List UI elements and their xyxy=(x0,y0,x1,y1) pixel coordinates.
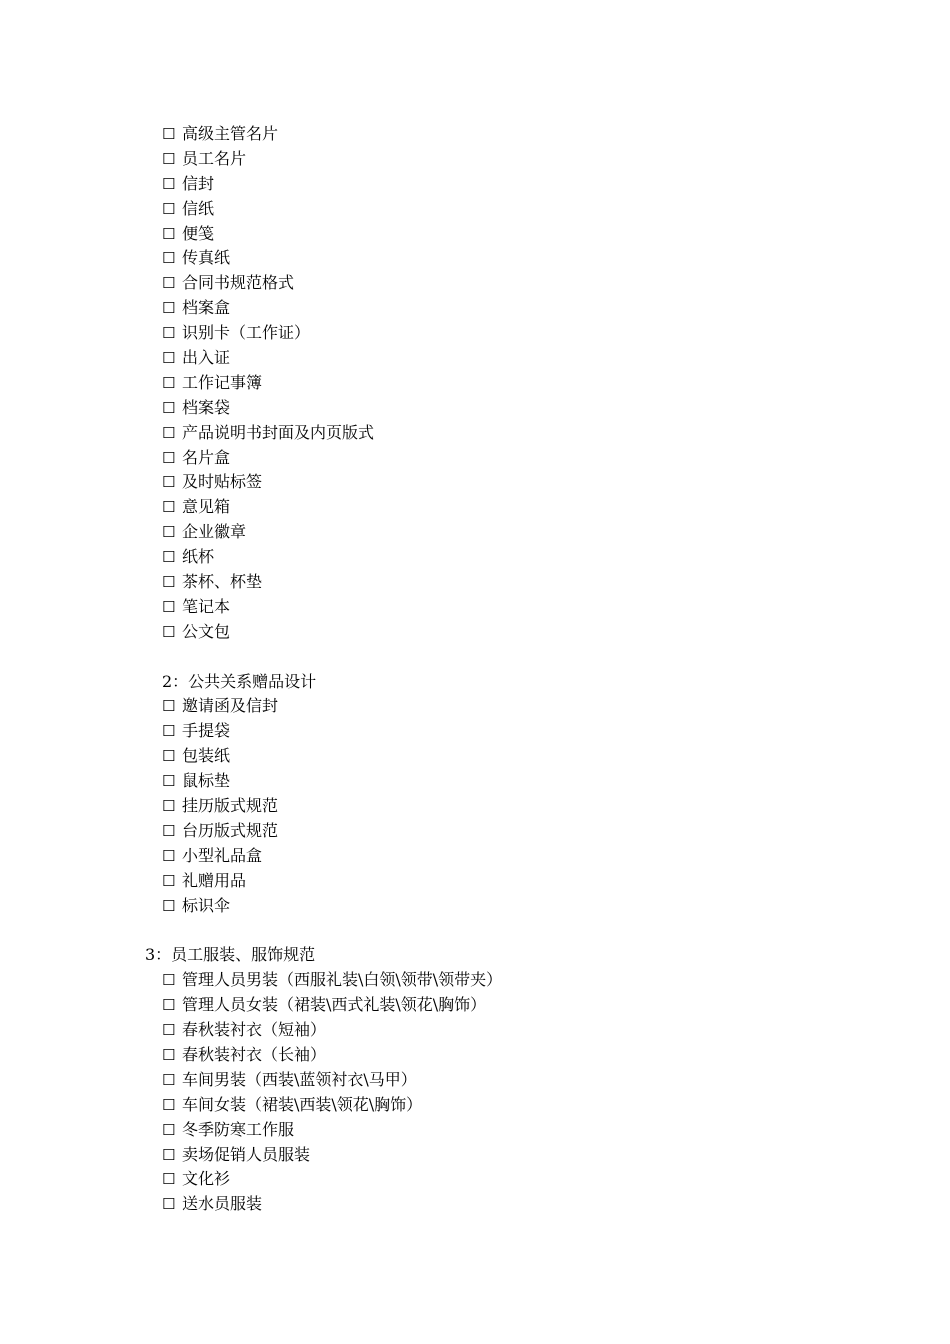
list-item xyxy=(0,396,950,421)
list-item xyxy=(0,894,950,919)
checkbox-icon: ☐ xyxy=(162,1095,176,1114)
list-item xyxy=(0,794,950,819)
list-item xyxy=(0,1167,950,1192)
list-item xyxy=(0,819,950,844)
list-item-label: 包装纸 xyxy=(182,746,231,766)
list-item xyxy=(0,993,950,1018)
checkbox-icon: ☐ xyxy=(162,1170,176,1189)
list-item xyxy=(0,122,950,147)
list-item xyxy=(0,321,950,346)
checkbox-icon: ☐ xyxy=(162,597,176,616)
checkbox-icon: ☐ xyxy=(162,249,176,268)
list-item xyxy=(0,1043,950,1068)
list-item xyxy=(0,246,950,271)
checkbox-icon: ☐ xyxy=(162,772,176,791)
checkbox-icon: ☐ xyxy=(162,622,176,641)
checkbox-icon: ☐ xyxy=(162,747,176,766)
list-item xyxy=(0,1192,950,1217)
checkbox-icon: ☐ xyxy=(162,473,176,492)
list-item-label: 及时贴标签 xyxy=(182,472,263,492)
list-item xyxy=(0,694,950,719)
list-item xyxy=(0,744,950,769)
spacer xyxy=(0,645,950,670)
list-item xyxy=(0,1118,950,1143)
list-item-label: 挂历版式规范 xyxy=(182,796,279,816)
list-item xyxy=(0,296,950,321)
list-item xyxy=(0,968,950,993)
checkbox-icon: ☐ xyxy=(162,125,176,143)
checkbox-icon: ☐ xyxy=(162,1145,176,1164)
list-item-label: 便笺 xyxy=(182,223,215,243)
list-item xyxy=(0,271,950,296)
list-item-label: 标识伞 xyxy=(182,895,231,915)
checkbox-icon: ☐ xyxy=(162,174,176,193)
section-1-list xyxy=(0,122,950,645)
list-item xyxy=(0,197,950,222)
section-heading: 2：公共关系赠品设计 xyxy=(162,671,317,691)
list-item xyxy=(0,595,950,620)
list-item xyxy=(0,520,950,545)
checkbox-icon: ☐ xyxy=(162,523,176,542)
checkbox-icon: ☐ xyxy=(162,722,176,741)
checkbox-icon: ☐ xyxy=(162,971,176,990)
list-item-label: 春秋装衬衣（短袖） xyxy=(182,1020,327,1040)
list-item-label: 鼠标垫 xyxy=(182,771,231,791)
list-item xyxy=(0,719,950,744)
list-item xyxy=(0,769,950,794)
checkbox-icon: ☐ xyxy=(162,199,176,218)
list-item-label: 产品说明书封面及内页版式 xyxy=(182,422,375,442)
list-item-label: 送水员服装 xyxy=(182,1194,263,1214)
document-page xyxy=(0,122,950,1217)
list-item-label: 意见箱 xyxy=(182,497,231,517)
list-item xyxy=(0,1143,950,1168)
list-item xyxy=(0,421,950,446)
list-item xyxy=(0,147,950,172)
list-item xyxy=(0,545,950,570)
list-item-label: 礼赠用品 xyxy=(182,870,247,890)
checkbox-icon: ☐ xyxy=(162,324,176,343)
section-heading: 3：员工服装、服饰规范 xyxy=(145,945,316,965)
list-item xyxy=(0,222,950,247)
checkbox-icon: ☐ xyxy=(162,1045,176,1064)
list-item xyxy=(0,495,950,520)
list-item-label: 车间男装（西装\蓝领衬衣\马甲） xyxy=(182,1069,417,1089)
list-item-label: 管理人员女装（裙装\西式礼装\领花\胸饰） xyxy=(182,995,487,1015)
list-item xyxy=(0,1093,950,1118)
checkbox-icon: ☐ xyxy=(162,423,176,442)
list-item-label: 公文包 xyxy=(182,621,231,641)
list-item xyxy=(0,869,950,894)
checkbox-icon: ☐ xyxy=(162,846,176,865)
list-item-label: 信封 xyxy=(182,173,215,193)
checkbox-icon: ☐ xyxy=(162,1021,176,1040)
list-item-label: 工作记事簿 xyxy=(182,372,263,392)
checkbox-icon: ☐ xyxy=(162,548,176,567)
checkbox-icon: ☐ xyxy=(162,821,176,840)
checkbox-icon: ☐ xyxy=(162,1195,176,1214)
list-item-label: 传真纸 xyxy=(182,248,231,268)
list-item-label: 文化衫 xyxy=(182,1169,231,1189)
list-item xyxy=(0,470,950,495)
list-item-label: 笔记本 xyxy=(182,596,231,616)
list-item-label: 台历版式规范 xyxy=(182,820,279,840)
list-item-label: 信纸 xyxy=(182,198,215,218)
checkbox-icon: ☐ xyxy=(162,871,176,890)
checkbox-icon: ☐ xyxy=(162,896,176,915)
checkbox-icon: ☐ xyxy=(162,149,176,168)
list-item-label: 员工名片 xyxy=(182,148,247,168)
checkbox-icon: ☐ xyxy=(162,373,176,392)
checkbox-icon: ☐ xyxy=(162,224,176,243)
checkbox-icon: ☐ xyxy=(162,797,176,816)
list-item-label: 高级主管名片 xyxy=(182,124,279,143)
list-item xyxy=(0,844,950,869)
list-item-label: 管理人员男装（西服礼装\白领\领带\领带夹） xyxy=(182,970,503,990)
list-item-label: 档案袋 xyxy=(182,397,231,417)
list-item-label: 识别卡（工作证） xyxy=(182,323,311,343)
checkbox-icon: ☐ xyxy=(162,996,176,1015)
checkbox-icon: ☐ xyxy=(162,349,176,368)
list-item xyxy=(0,1018,950,1043)
checkbox-icon: ☐ xyxy=(162,697,176,716)
checkbox-icon: ☐ xyxy=(162,274,176,293)
list-item-label: 冬季防寒工作服 xyxy=(182,1119,295,1139)
list-item-label: 纸杯 xyxy=(182,547,215,567)
list-item-label: 卖场促销人员服装 xyxy=(182,1144,311,1164)
list-item-label: 车间女装（裙装\西装\领花\胸饰） xyxy=(182,1094,423,1114)
list-item-label: 合同书规范格式 xyxy=(182,273,295,293)
checkbox-icon: ☐ xyxy=(162,448,176,467)
list-item xyxy=(0,172,950,197)
list-item-label: 茶杯、杯垫 xyxy=(182,572,263,592)
spacer xyxy=(0,919,950,944)
list-item-label: 春秋装衬衣（长袖） xyxy=(182,1044,327,1064)
list-item xyxy=(0,446,950,471)
list-item-label: 企业徽章 xyxy=(182,522,247,542)
list-item xyxy=(0,1068,950,1093)
list-item xyxy=(0,570,950,595)
checkbox-icon: ☐ xyxy=(162,573,176,592)
list-item-label: 小型礼品盒 xyxy=(182,845,263,865)
checkbox-icon: ☐ xyxy=(162,299,176,318)
checkbox-icon: ☐ xyxy=(162,498,176,517)
list-item-label: 手提袋 xyxy=(182,721,231,741)
checkbox-icon: ☐ xyxy=(162,398,176,417)
list-item-label: 出入证 xyxy=(182,348,231,368)
list-item xyxy=(0,346,950,371)
list-item-label: 名片盒 xyxy=(182,447,231,467)
list-item xyxy=(0,620,950,645)
section-3 xyxy=(0,943,950,1217)
list-item xyxy=(0,371,950,396)
checkbox-icon: ☐ xyxy=(162,1070,176,1089)
list-item-label: 邀请函及信封 xyxy=(182,696,279,716)
checkbox-icon: ☐ xyxy=(162,1120,176,1139)
section-2 xyxy=(0,670,950,919)
list-item-label: 档案盒 xyxy=(182,298,231,318)
